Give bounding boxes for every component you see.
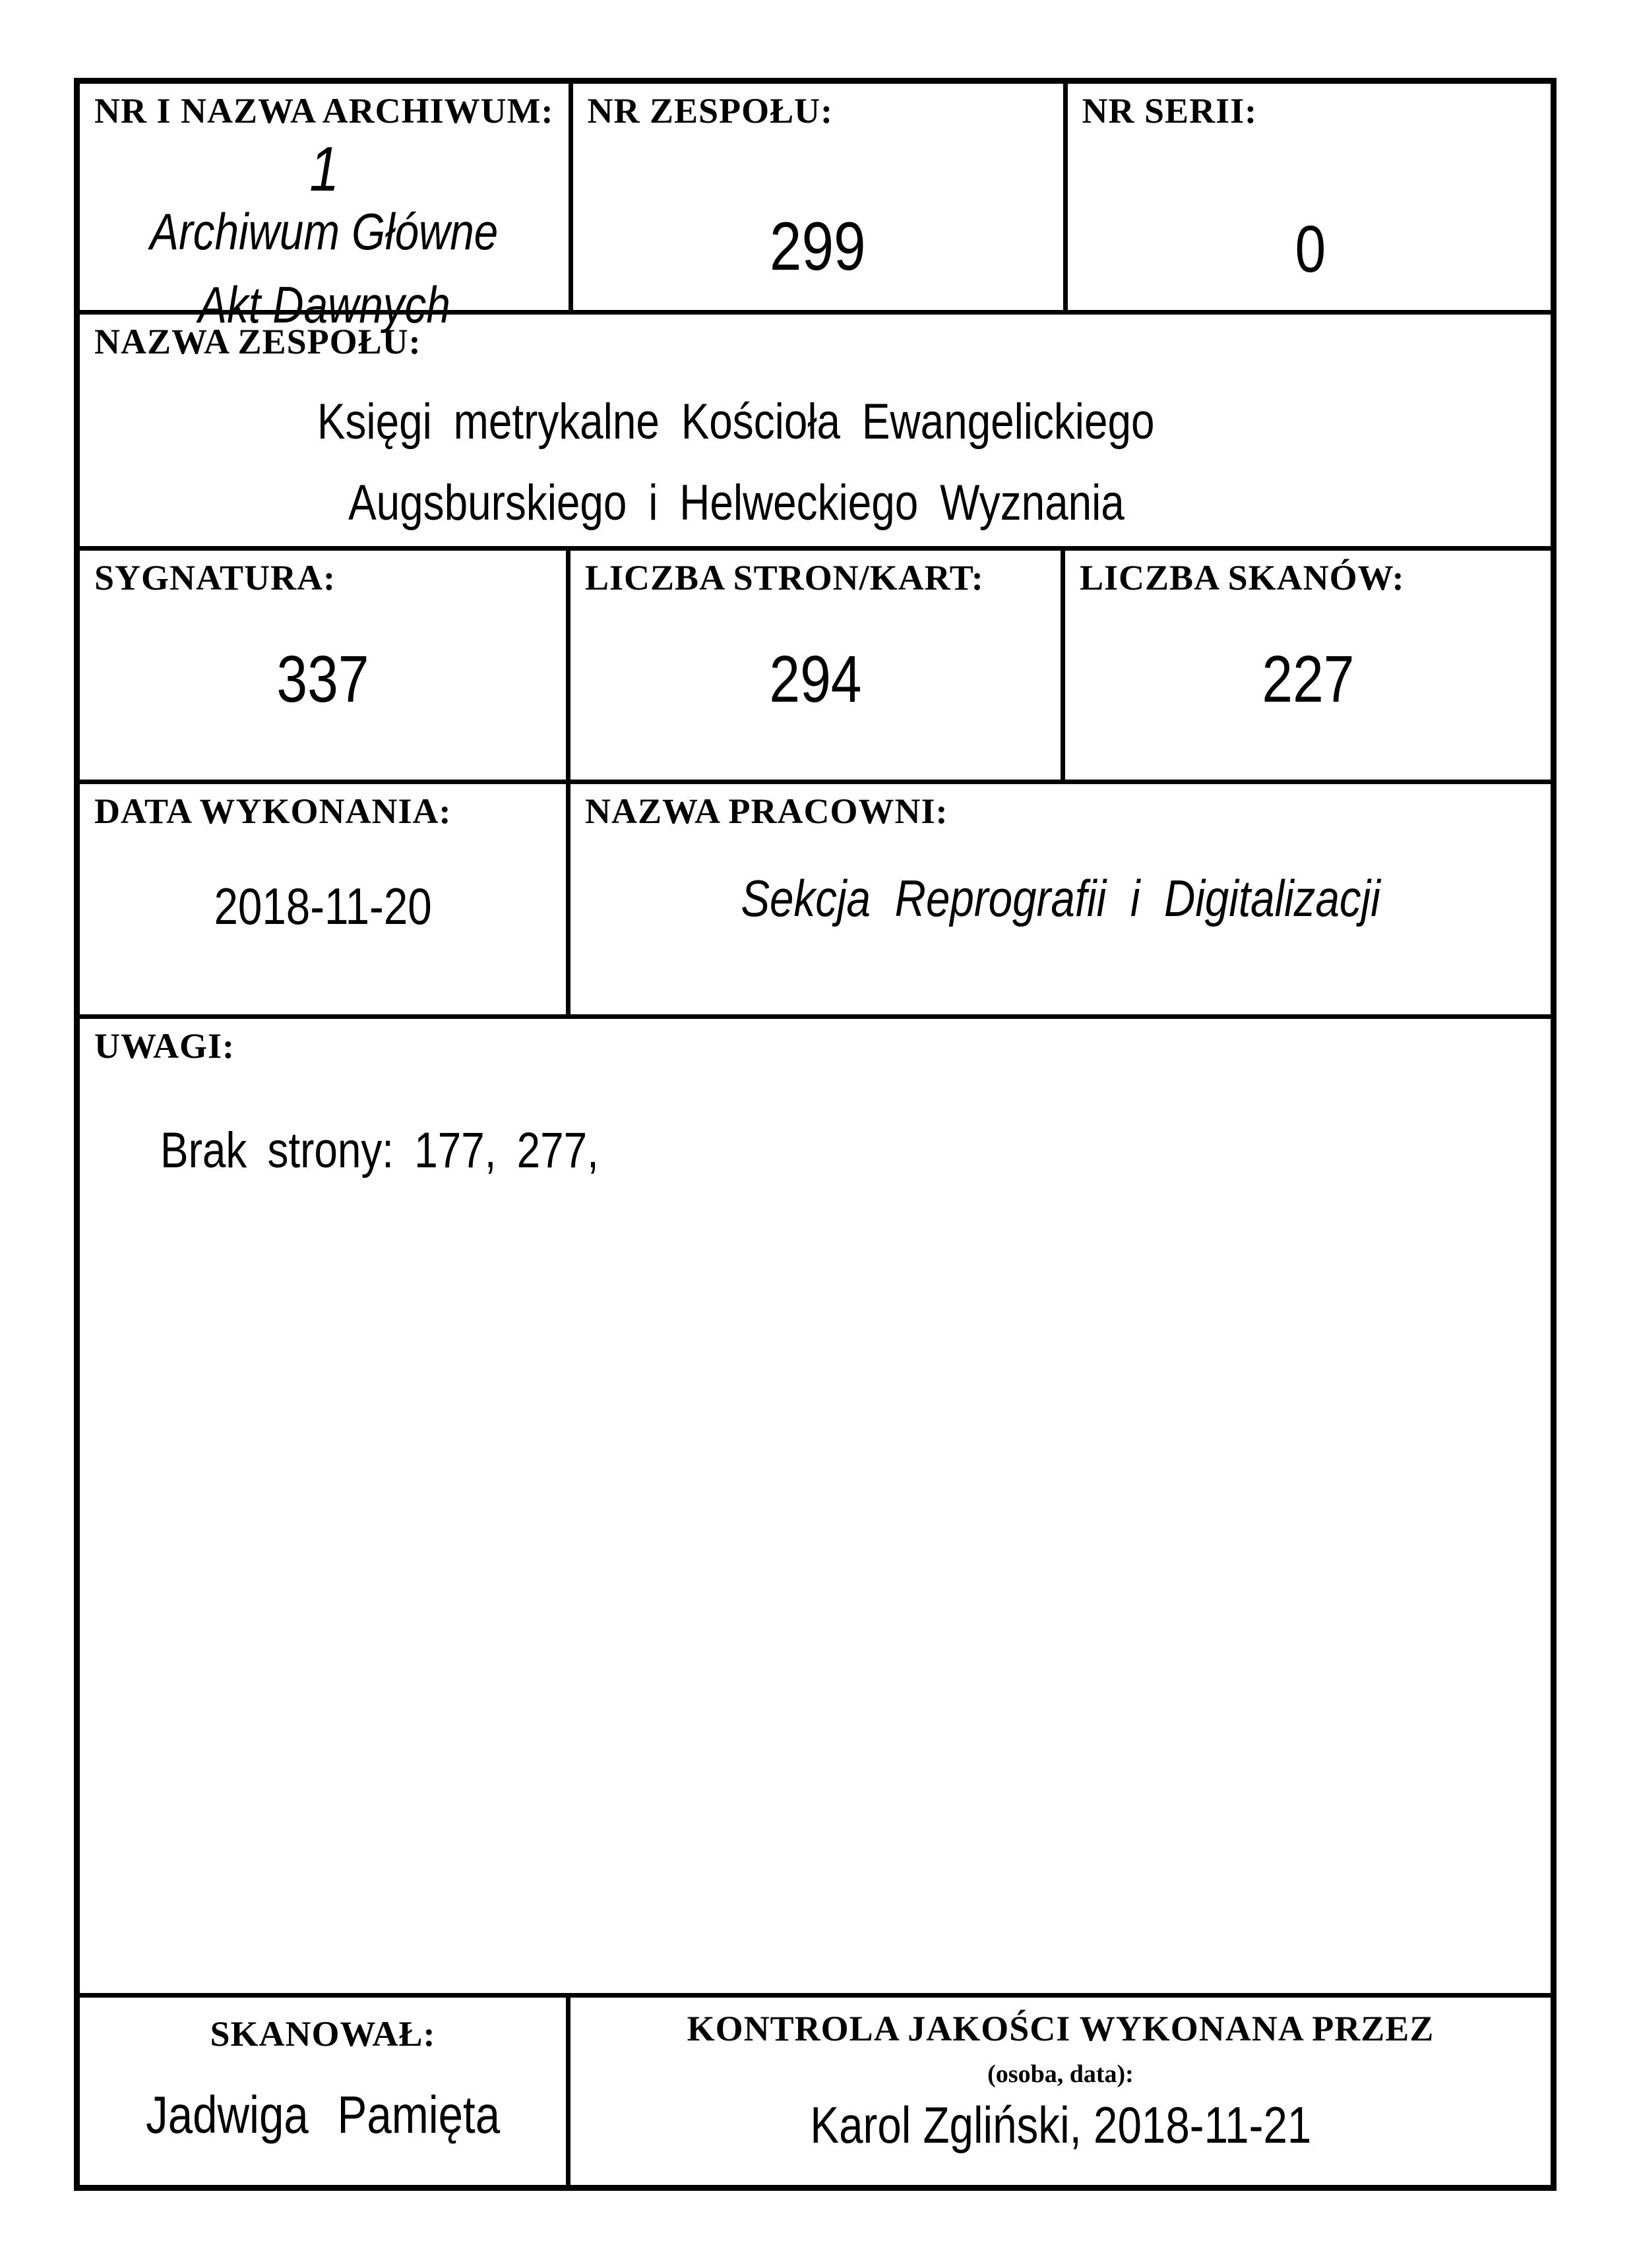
archive-number [94, 134, 554, 204]
cell-fonds-name [80, 315, 1551, 546]
cell-lab-name [566, 784, 1551, 1014]
scanned-by-value: Jadwiga Pamięta [146, 2085, 500, 2144]
lab-name-label: NAZWA PRACOWNI: [585, 791, 948, 831]
scans-count-value: 227 [1261, 642, 1355, 716]
pages-count-value: 294 [769, 642, 862, 716]
row-date-lab [80, 780, 1551, 1014]
fonds-name-value [94, 388, 1536, 551]
row-signature-pages-scans [80, 546, 1551, 780]
fonds-number-label: NR ZESPOŁU: [587, 91, 834, 131]
series-number-value: 0 [1295, 212, 1326, 286]
archive-label: NR I NAZWA ARCHIWUM: [94, 91, 554, 131]
fonds-name-line1: Księgi metrykalne Kościoła Ewangelickiego [317, 394, 1155, 450]
archive-name-line1: Archiwum Główne [150, 202, 499, 261]
archive-name-line2: Akt Dawnych [198, 276, 450, 334]
cell-signature [80, 551, 566, 780]
row-archive-fonds-series [80, 84, 1551, 334]
series-number-label: NR SERII: [1082, 91, 1258, 131]
fonds-name-label: NAZWA ZESPOŁU: [94, 322, 421, 361]
fonds-number-value: 299 [770, 208, 866, 285]
scan-date-value: 2018-11-20 [214, 877, 432, 935]
signature-value: 337 [276, 642, 369, 716]
remarks-value: Brak strony: 177, 277, [160, 1122, 599, 1179]
scans-count-label: LICZBA SKANÓW: [1080, 558, 1405, 598]
quality-control-label: KONTROLA JAKOŚCI WYKONANA PRZEZ [687, 2009, 1434, 2048]
scanned-by-label: SKANOWAŁ: [210, 2014, 436, 2054]
row-remarks [80, 1014, 1551, 1993]
archive-metadata-table [74, 78, 1557, 2191]
fonds-name-line2: Augsburskiego i Helweckiego Wyznania [348, 475, 1125, 531]
cell-scan-date [80, 784, 566, 1014]
scan-date-label: DATA WYKONANIA: [94, 791, 452, 831]
remarks-label: UWAGI: [94, 1026, 235, 1066]
cell-pages-count [566, 551, 1061, 780]
cell-scanned-by [80, 1998, 566, 2185]
pages-count-label: LICZBA STRON/KART: [585, 558, 984, 598]
cell-archive [80, 84, 569, 334]
row-signatures [80, 1993, 1551, 2185]
quality-control-sublabel: (osoba, data): [987, 2060, 1134, 2088]
quality-control-value: Karol Zgliński, 2018-11-21 [810, 2096, 1311, 2154]
cell-fonds-number [569, 84, 1063, 310]
cell-remarks [80, 1019, 1551, 1993]
cell-quality-control [566, 1998, 1551, 2185]
cell-scans-count [1061, 551, 1551, 780]
signature-label: SYGNATURA: [94, 558, 336, 598]
cell-series-number [1063, 84, 1553, 310]
archive-number-value: 1 [309, 134, 339, 204]
row-fonds-name [80, 310, 1551, 546]
lab-name-value: Sekcja Reprografii i Digitalizacji [741, 869, 1380, 927]
